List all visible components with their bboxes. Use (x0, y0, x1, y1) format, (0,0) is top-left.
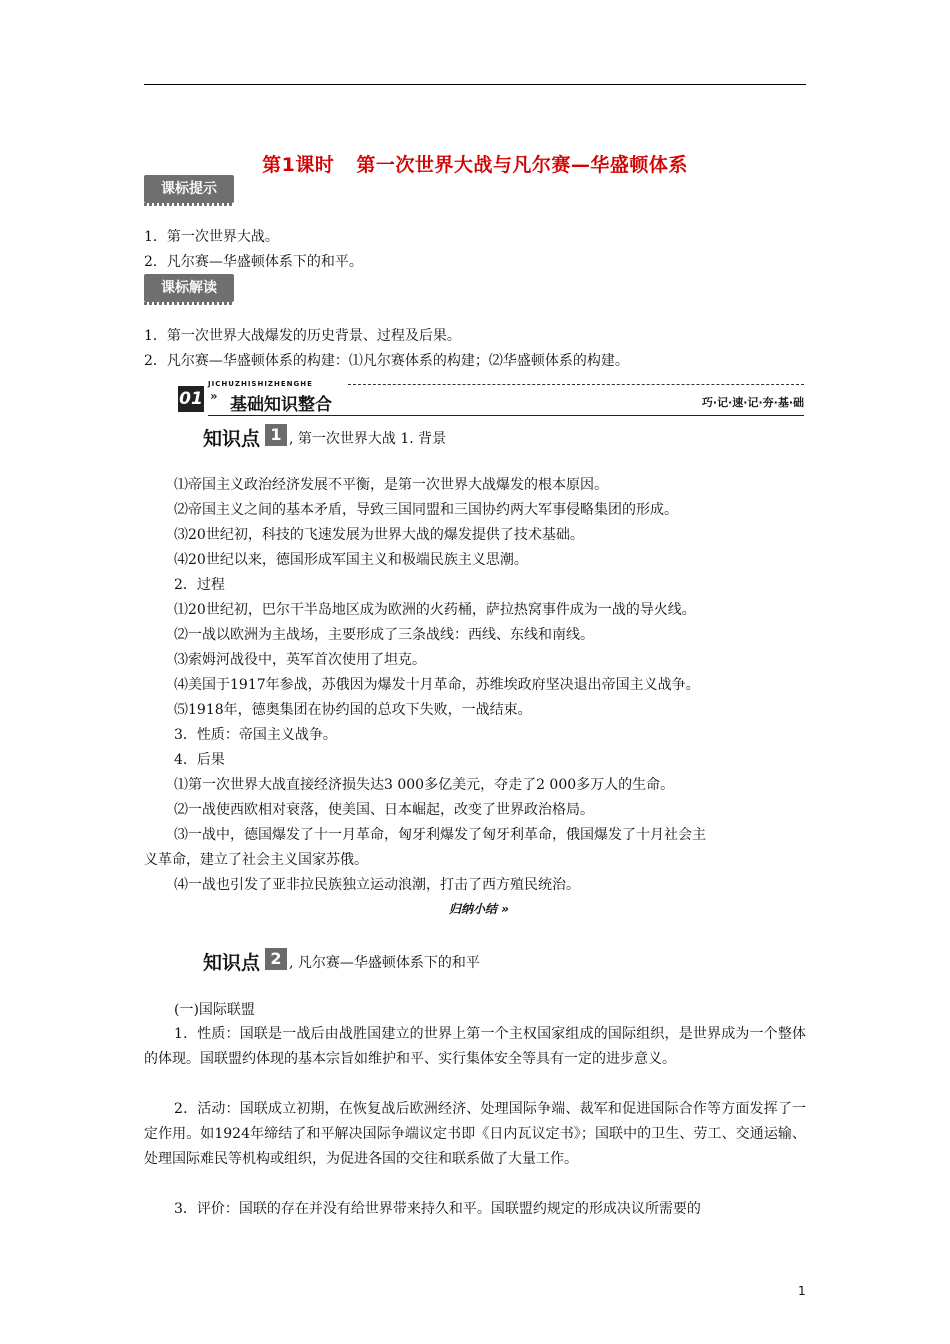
banner-number: 01 (178, 386, 204, 412)
tip-line-1: 1．第一次世界大战。 (144, 229, 279, 245)
tag-curriculum-tips: 课标提示 (144, 175, 234, 203)
knowledge-point-label: 知识点 (203, 952, 261, 974)
page-number: 1 (798, 1284, 806, 1298)
league-heading: (一)国际联盟 (174, 1002, 255, 1018)
banner-title: 基础知识整合 (230, 395, 332, 415)
kp1-line: ⑷一战也引发了亚非拉民族独立运动浪潮，打击了西方殖民统治。 (174, 877, 580, 893)
league-paragraph-activities: 2．活动：国联成立初期，在恢复战后欧洲经济、处理国际争端、裁军和促进国际合作等方面发挥了一定作用。如1924年缔结了和平解决国际争端议定书即《日内瓦议定书》；国联中的卫生、劳工、交通运输、处理国际难民等机构或组织，为促进各国的交往和联系做了大量工作。 (144, 1101, 806, 1167)
kp1-line: ⑸1918年，德奥集团在协约国的总攻下失败，一战结束。 (174, 702, 532, 718)
knowledge-point-number: 2 (265, 948, 287, 970)
tip-line-2: 2．凡尔赛—华盛顿体系下的和平。 (144, 254, 363, 270)
summary-label: 归纳小结 » (449, 902, 509, 916)
lesson-title-number: 第1课时 (262, 154, 335, 176)
kp1-line: ⑵一战以欧洲为主战场，主要形成了三条战线：西线、东线和南线。 (174, 627, 594, 643)
kp1-line: 4．后果 (174, 752, 225, 768)
kp1-line: 义革命，建立了社会主义国家苏俄。 (144, 852, 368, 868)
banner-slogan: 巧·记·速·记·夯·基·础 (701, 396, 804, 409)
league-paragraph-nature: 1．性质：国联是一战后由战胜国建立的世界上第一个主权国家组成的国际组织，是世界成为一个整体的体现。国联盟约体现的基本宗旨如维护和平、实行集体安全等具有一定的进步意义。 (144, 1026, 806, 1067)
kp1-line: ⑵一战使西欧相对衰落，使美国、日本崛起，改变了世界政治格局。 (174, 802, 594, 818)
reading-line-1: 1．第一次世界大战爆发的历史背景、过程及后果。 (144, 328, 461, 344)
tag-curriculum-reading: 课标解读 (144, 274, 234, 302)
banner-rule (208, 415, 804, 416)
kp1-line: 3．性质：帝国主义战争。 (174, 727, 337, 743)
kp1-line: ⑷20世纪以来，德国形成军国主义和极端民族主义思潮。 (174, 552, 528, 568)
kp1-line: ⑶20世纪初，科技的飞速发展为世界大战的爆发提供了技术基础。 (174, 527, 584, 543)
kp1-line: ⑶一战中，德国爆发了十一月革命，匈牙利爆发了匈牙利革命，俄国爆发了十月社会主 (174, 827, 706, 843)
lesson-title-text: 第一次世界大战与凡尔赛—华盛顿体系 (356, 154, 688, 176)
knowledge-point-label: 知识点 (203, 428, 261, 450)
reading-line-2: 2．凡尔赛—华盛顿体系的构建：⑴凡尔赛体系的构建；⑵华盛顿体系的构建。 (144, 353, 629, 369)
knowledge-point-title: , 第一次世界大战 1. 背景 (289, 431, 447, 447)
banner-pinyin: JICHUZHISHIZHENGHE (208, 380, 313, 388)
kp1-line: ⑴20世纪初，巴尔干半岛地区成为欧洲的火药桶，萨拉热窝事件成为一战的导火线。 (174, 602, 696, 618)
kp1-line: 2．过程 (174, 577, 225, 593)
kp1-line: ⑴第一次世界大战直接经济损失达3 000多亿美元，夺走了2 000多万人的生命。 (174, 777, 675, 793)
kp1-line: ⑷美国于1917年参战，苏俄因为爆发十月革命，苏维埃政府坚决退出帝国主义战争。 (174, 677, 700, 693)
banner-dashed-rule (348, 384, 804, 385)
kp1-line: ⑴帝国主义政治经济发展不平衡，是第一次世界大战爆发的根本原因。 (174, 477, 608, 493)
knowledge-point-title: , 凡尔赛—华盛顿体系下的和平 (289, 955, 480, 971)
kp1-line: ⑵帝国主义之间的基本矛盾，导致三国同盟和三国协约两大军事侵略集团的形成。 (174, 502, 678, 518)
league-paragraph-evaluation: 3．评价：国联的存在并没有给世界带来持久和平。国联盟约规定的形成决议所需要的 (174, 1201, 701, 1217)
lesson-title (0, 150, 950, 177)
kp1-line: ⑶索姆河战役中，英军首次使用了坦克。 (174, 652, 426, 668)
header-rule (144, 84, 806, 85)
double-chevron-icon: » (210, 389, 218, 403)
section-banner (178, 380, 804, 414)
knowledge-point-number: 1 (265, 424, 287, 446)
